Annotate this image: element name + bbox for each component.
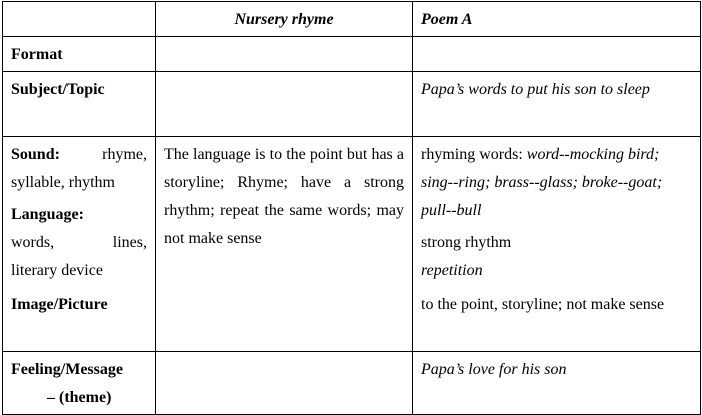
- language-poem-cell: [413, 137, 701, 352]
- label-sound-line1: [11, 141, 147, 169]
- subject-poem-text: Papa’s words to put his son to sleep: [421, 81, 650, 98]
- header-poem-a: Poem A: [413, 2, 701, 37]
- format-poem-cell: [413, 37, 701, 72]
- row-feeling-message: [3, 352, 701, 415]
- feeling-nursery-cell: [156, 352, 413, 415]
- comparison-table: [2, 1, 701, 415]
- poem-repetition: repetition: [421, 262, 483, 279]
- poem-rhyme-prefix: rhyming words:: [421, 146, 523, 163]
- subject-nursery-cell: [156, 72, 413, 137]
- feeling-poem-cell: Papa’s love for his son: [413, 352, 701, 415]
- label-language: Language:: [11, 206, 84, 223]
- header-row: [3, 2, 701, 37]
- header-blank-cell: [3, 2, 156, 37]
- language-nursery-cell: The language is to the point but has a storyline; Rhyme; have a strong rhythm; repeat the same words; may not make sense: [156, 137, 413, 352]
- row-sound-language-image: [3, 137, 701, 352]
- label-sound-rest-1: rhyme,: [102, 146, 147, 163]
- poem-rhyming-words: [421, 141, 692, 225]
- poem-point-storyline: to the point, storyline; not make sense: [421, 296, 665, 313]
- label-feeling-message: [3, 352, 156, 415]
- label-subject-topic: Subject/Topic: [3, 72, 156, 137]
- header-nursery-rhyme: Nursery rhyme: [156, 2, 413, 37]
- label-language-rest-1: words, lines,: [11, 234, 147, 251]
- row-subject-topic: [3, 72, 701, 137]
- label-feeling-line2: – (theme): [47, 389, 112, 406]
- label-format: Format: [3, 37, 156, 72]
- label-language-rest-2: literary device: [11, 262, 103, 279]
- poem-rhyme-words: word--mocking bird; sing--ring; brass--glass; broke--goat; pull--bull: [421, 146, 663, 219]
- label-image-picture: Image/Picture: [11, 296, 108, 313]
- format-nursery-cell: [156, 37, 413, 72]
- subject-poem-cell: [413, 72, 701, 137]
- poem-strong-rhythm: strong rhythm: [421, 234, 512, 251]
- label-sound-language-image: [3, 137, 156, 352]
- label-sound: Sound:: [11, 146, 60, 163]
- label-sound-rest-2: syllable, rhythm: [11, 174, 115, 191]
- row-format: [3, 37, 701, 72]
- label-feeling-line1: Feeling/Message: [11, 361, 123, 378]
